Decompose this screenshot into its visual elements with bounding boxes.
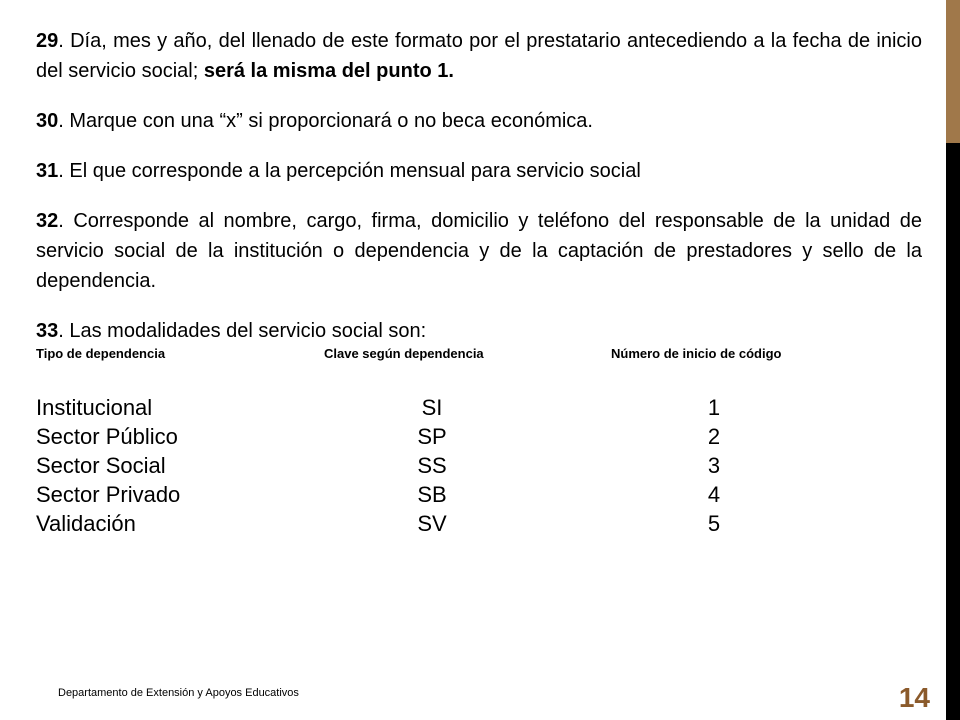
cell-tipo: Institucional [36,395,153,420]
item-32 [36,206,922,296]
slide-content [36,26,922,538]
item-emphasis: será la misma del punto 1. [203,60,454,82]
header-tipo: Tipo de dependencia [36,346,166,361]
footer-department: Departamento de Extensión y Apoyos Educativos [58,687,299,699]
accent-bar-black [946,143,960,720]
table-row [36,509,922,538]
cell-numero: 1 [707,395,721,420]
cell-tipo: Sector Privado [36,482,181,507]
table-row [36,393,922,422]
item-text: . Marque con una “x” si proporcionará o no beca económica. [58,110,593,132]
item-text: . Las modalidades del servicio social son: [58,320,427,342]
item-text: . Día, mes y año, del llenado de este formato por el prestatario antecediendo a la fecha de inicio del servicio social; [36,30,922,82]
accent-sidebar [946,0,960,720]
item-text: . Corresponde al nombre, cargo, firma, domicilio y teléfono del responsable de la unidad de servicio social de la institución o dependencia y de la captación de prestadores y sello de la dependencia. [36,210,922,292]
cell-tipo: Sector Social [36,453,166,478]
cell-clave: SV [417,511,447,536]
cell-clave: SI [421,395,443,420]
item-number: 32 [36,210,59,232]
item-29 [36,26,922,86]
modalidades-table-body [36,393,922,538]
header-clave: Clave según dependencia [324,346,484,361]
item-number: 33 [36,320,59,342]
table-row [36,480,922,509]
page-number: 14 [898,682,930,713]
accent-bar-gold [946,0,960,143]
cell-tipo: Sector Público [36,424,178,449]
cell-clave: SP [417,424,447,449]
item-31 [36,156,922,186]
header-numero: Número de inicio de código [611,346,782,361]
cell-numero: 3 [707,453,721,478]
item-text: . El que corresponde a la percepción mensual para servicio social [58,160,641,182]
item-number: 29 [36,30,59,52]
item-30 [36,106,922,136]
item-number: 31 [36,160,59,182]
cell-numero: 5 [707,511,721,536]
table-row [36,451,922,480]
cell-tipo: Validación [36,511,136,536]
item-number: 30 [36,110,59,132]
cell-numero: 2 [707,424,721,449]
cell-clave: SS [417,453,447,478]
item-33 [36,316,922,346]
cell-clave: SB [417,482,447,507]
cell-numero: 4 [707,482,721,507]
modalidades-table-header [36,346,922,364]
table-row [36,422,922,451]
